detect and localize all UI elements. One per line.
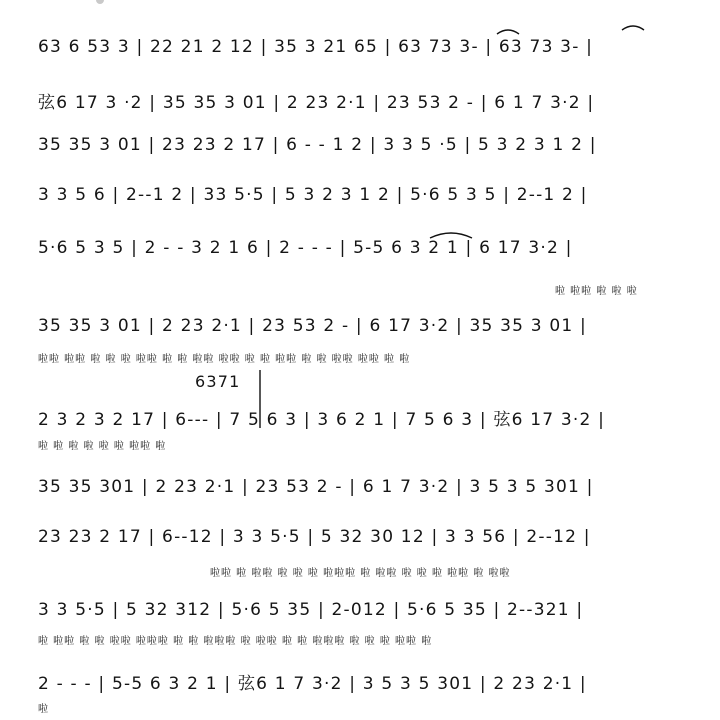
score-row: 3 3 5·5 | 5 32 312 | 5·6 5 35 | 2-012 | 5·6 5 35 | 2--321 |: [38, 600, 584, 620]
score-row: 35 35 3 01 | 23 23 2 17 | 6 - - 1 2 | 3 3 5 ·5 | 5 3 2 3 1 2 |: [38, 135, 597, 155]
alternate-phrase: 6371: [195, 372, 241, 391]
score-row: 弦6 17 3 ·2 | 35 35 3 01 | 2 23 2·1 | 23 53 2 - | 6 1 7 3·2 |: [38, 93, 595, 113]
lyric-line: 啦 啦 啦 啦 啦 啦 啦啦 啦: [38, 441, 167, 452]
score-row: 35 35 301 | 2 23 2·1 | 23 53 2 - | 6 1 7 3·2 | 3 5 3 5 301 |: [38, 477, 594, 497]
lyric-line: 啦啦 啦啦 啦 啦 啦 啦啦 啦 啦 啦啦 啦啦 啦 啦 啦啦 啦 啦 啦啦 啦啦 啦 啦: [38, 354, 411, 365]
score-row: 2 3 2 3 2 17 | 6--- | 7 5 6 3 | 3 6 2 1 | 7 5 6 3 | 弦6 17 3·2 |: [38, 410, 606, 430]
score-row: 5·6 5 3 5 | 2 - - 3 2 1 6 | 2 - - - | 5-5 6 3 2 1 | 6 17 3·2 |: [38, 238, 573, 258]
tie-mark: [428, 228, 474, 240]
score-row: 2 - - - | 5-5 6 3 2 1 | 弦6 1 7 3·2 | 3 5 3 5 301 | 2 23 2·1 |: [38, 674, 587, 694]
score-row: 3 3 5 6 | 2--1 2 | 33 5·5 | 5 3 2 3 1 2 | 5·6 5 3 5 | 2--1 2 |: [38, 185, 588, 205]
score-row: 23 23 2 17 | 6--12 | 3 3 5·5 | 5 32 30 12 | 3 3 56 | 2--12 |: [38, 527, 591, 547]
score-row: 35 35 3 01 | 2 23 2·1 | 23 53 2 - | 6 17 3·2 | 35 35 3 01 |: [38, 316, 587, 336]
lyric-line: 啦 啦啦 啦 啦 啦啦 啦啦啦 啦 啦 啦啦啦 啦 啦啦 啦 啦 啦啦啦 啦 啦 啦 啦啦 啦: [38, 636, 433, 647]
tie-mark: [495, 26, 521, 36]
tie-mark: [620, 22, 646, 32]
lyric-line: 啦 啦啦 啦 啦 啦: [555, 286, 638, 297]
score-row: 63 6 53 3 | 22 21 2 12 | 35 3 21 65 | 63 73 3- | 63 73 3- |: [38, 37, 594, 57]
lyric-line: 啦: [38, 704, 49, 715]
top-edge-marks: [0, 0, 720, 6]
lyric-line: 啦啦 啦 啦啦 啦 啦 啦 啦啦啦 啦 啦啦 啦 啦 啦 啦啦 啦 啦啦: [210, 568, 511, 579]
